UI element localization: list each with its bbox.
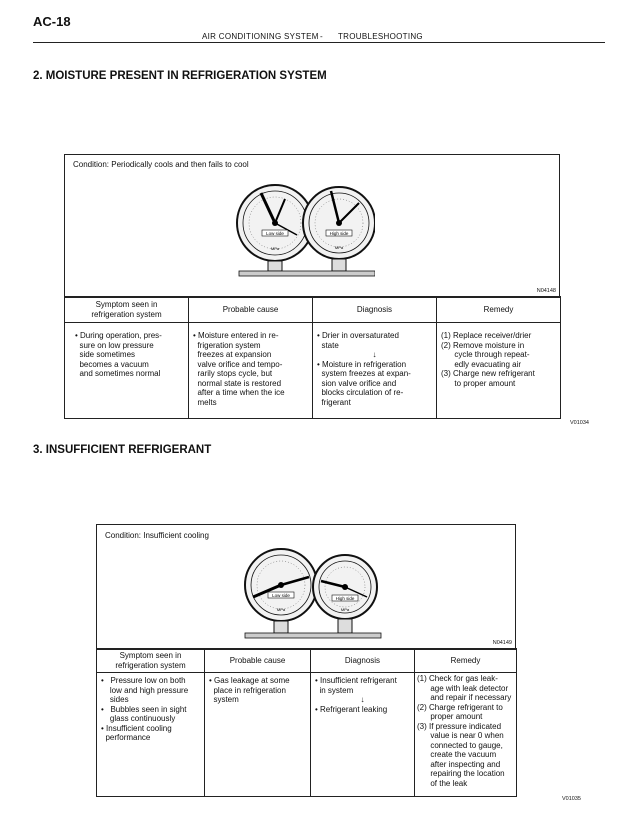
list-item: • Refrigerant leaking [315, 704, 388, 714]
header-separator: - [320, 32, 323, 41]
low-side-label: Low side [266, 231, 284, 236]
section-heading-moisture: 2. MOISTURE PRESENT IN REFRIGERATION SYSTEM [33, 70, 327, 82]
troubleshooting-table-moisture [64, 296, 561, 419]
high-side-label: High side [335, 596, 355, 601]
symptom-cell [75, 331, 184, 379]
low-pressure-gauge [237, 185, 313, 271]
table-header-row [97, 649, 517, 673]
panel-code: V01034 [570, 420, 589, 426]
symptom-cell [101, 676, 200, 743]
header-remedy: Remedy [483, 304, 514, 314]
cause-cell [193, 331, 308, 407]
diagnosis-cell [317, 331, 432, 407]
section-heading-insufficient: 3. INSUFFICIENT REFRIGERANT [33, 444, 212, 456]
figure-code: N04148 [536, 288, 556, 294]
list-item: • Moisture entered in re- frigeration system freezes at expansion valve orifice and tempo- rarily stops cycle, but normal state is restored after a time when the ice melts [193, 331, 285, 407]
list-item: • Insufficient cooling performance [101, 723, 172, 742]
list-item: (2) Charge refrigerant to proper amount [417, 702, 503, 721]
header-diagnosis: Diagnosis [356, 304, 393, 314]
manifold-gauge-illustration [235, 177, 375, 293]
figure-panel-moisture [64, 154, 560, 298]
header-cause: Probable cause [222, 304, 279, 314]
list-item: (1) Replace receiver/drier [441, 331, 532, 340]
low-unit-label: MPa [276, 607, 286, 612]
troubleshooting-table-insufficient [96, 648, 517, 797]
condition-text: Condition: Periodically cools and then fails to cool [73, 160, 249, 169]
cause-cell [209, 676, 306, 705]
down-arrow-icon: ↓ [372, 350, 377, 359]
manifold-gauge-illustration [243, 543, 383, 647]
header-rule [33, 42, 605, 43]
list-item: (1) Check for gas leak- age with leak detector and repair if necessary [417, 674, 512, 702]
diagnosis-cell [315, 676, 410, 714]
header-symptom: Symptom seen in refrigeration system [115, 651, 186, 670]
low-side-label: Low side [272, 593, 290, 598]
figure-panel-insufficient [96, 524, 516, 650]
list-item: • During operation, pres- sure on low pressure side sometimes becomes a vacuum and sometimes normal [75, 331, 162, 378]
high-side-label: High side [329, 231, 349, 236]
list-item: • Bubbles seen in sight glass continuously [101, 704, 187, 723]
list-item: (3) Charge new refrigerant to proper amount [441, 369, 535, 388]
table-row [97, 673, 517, 797]
list-item: (3) If pressure indicated value is near 0 when connected to gauge, create the vacuum after inspecting and repairing the location of the leak [417, 721, 505, 788]
high-pressure-gauge [313, 555, 377, 633]
header-title: AIR CONDITIONING SYSTEM [202, 32, 319, 41]
list-item: • Insufficient refrigerant in system [315, 676, 397, 695]
panel-code: V01035 [562, 796, 581, 802]
header-symptom: Symptom seen in refrigeration system [91, 300, 162, 319]
page-number: AC-18 [33, 14, 71, 29]
header-remedy: Remedy [450, 655, 481, 665]
header-cause: Probable cause [229, 655, 286, 665]
header-diagnosis: Diagnosis [344, 655, 381, 665]
header-subtitle: TROUBLESHOOTING [338, 32, 423, 41]
list-item: • Drier in oversaturated state [317, 331, 399, 350]
manifold-bar [245, 633, 381, 638]
table-header-row [65, 297, 561, 323]
low-pressure-gauge [245, 549, 317, 633]
list-item: • Moisture in refrigeration system freezes at expan- sion valve orifice and blocks circulation of re- frigerant [317, 359, 411, 407]
high-unit-label: MPa [340, 607, 350, 612]
high-pressure-gauge [303, 187, 375, 271]
manifold-bar [239, 271, 375, 276]
figure-code: N04149 [492, 640, 512, 646]
table-row [65, 323, 561, 419]
list-item: • Gas leakage at some place in refrigeration system [209, 676, 290, 704]
down-arrow-icon: ↓ [360, 695, 365, 704]
high-unit-label: MPa [334, 245, 344, 250]
condition-text: Condition: Insufficient cooling [105, 531, 209, 540]
list-item: (2) Remove moisture in cycle through repeat- edly evacuating air [441, 340, 530, 369]
list-item: • Pressure low on both low and high pressure sides [101, 676, 189, 704]
remedy-cell [441, 331, 556, 388]
remedy-cell [417, 674, 514, 788]
low-unit-label: MPa [270, 246, 280, 251]
